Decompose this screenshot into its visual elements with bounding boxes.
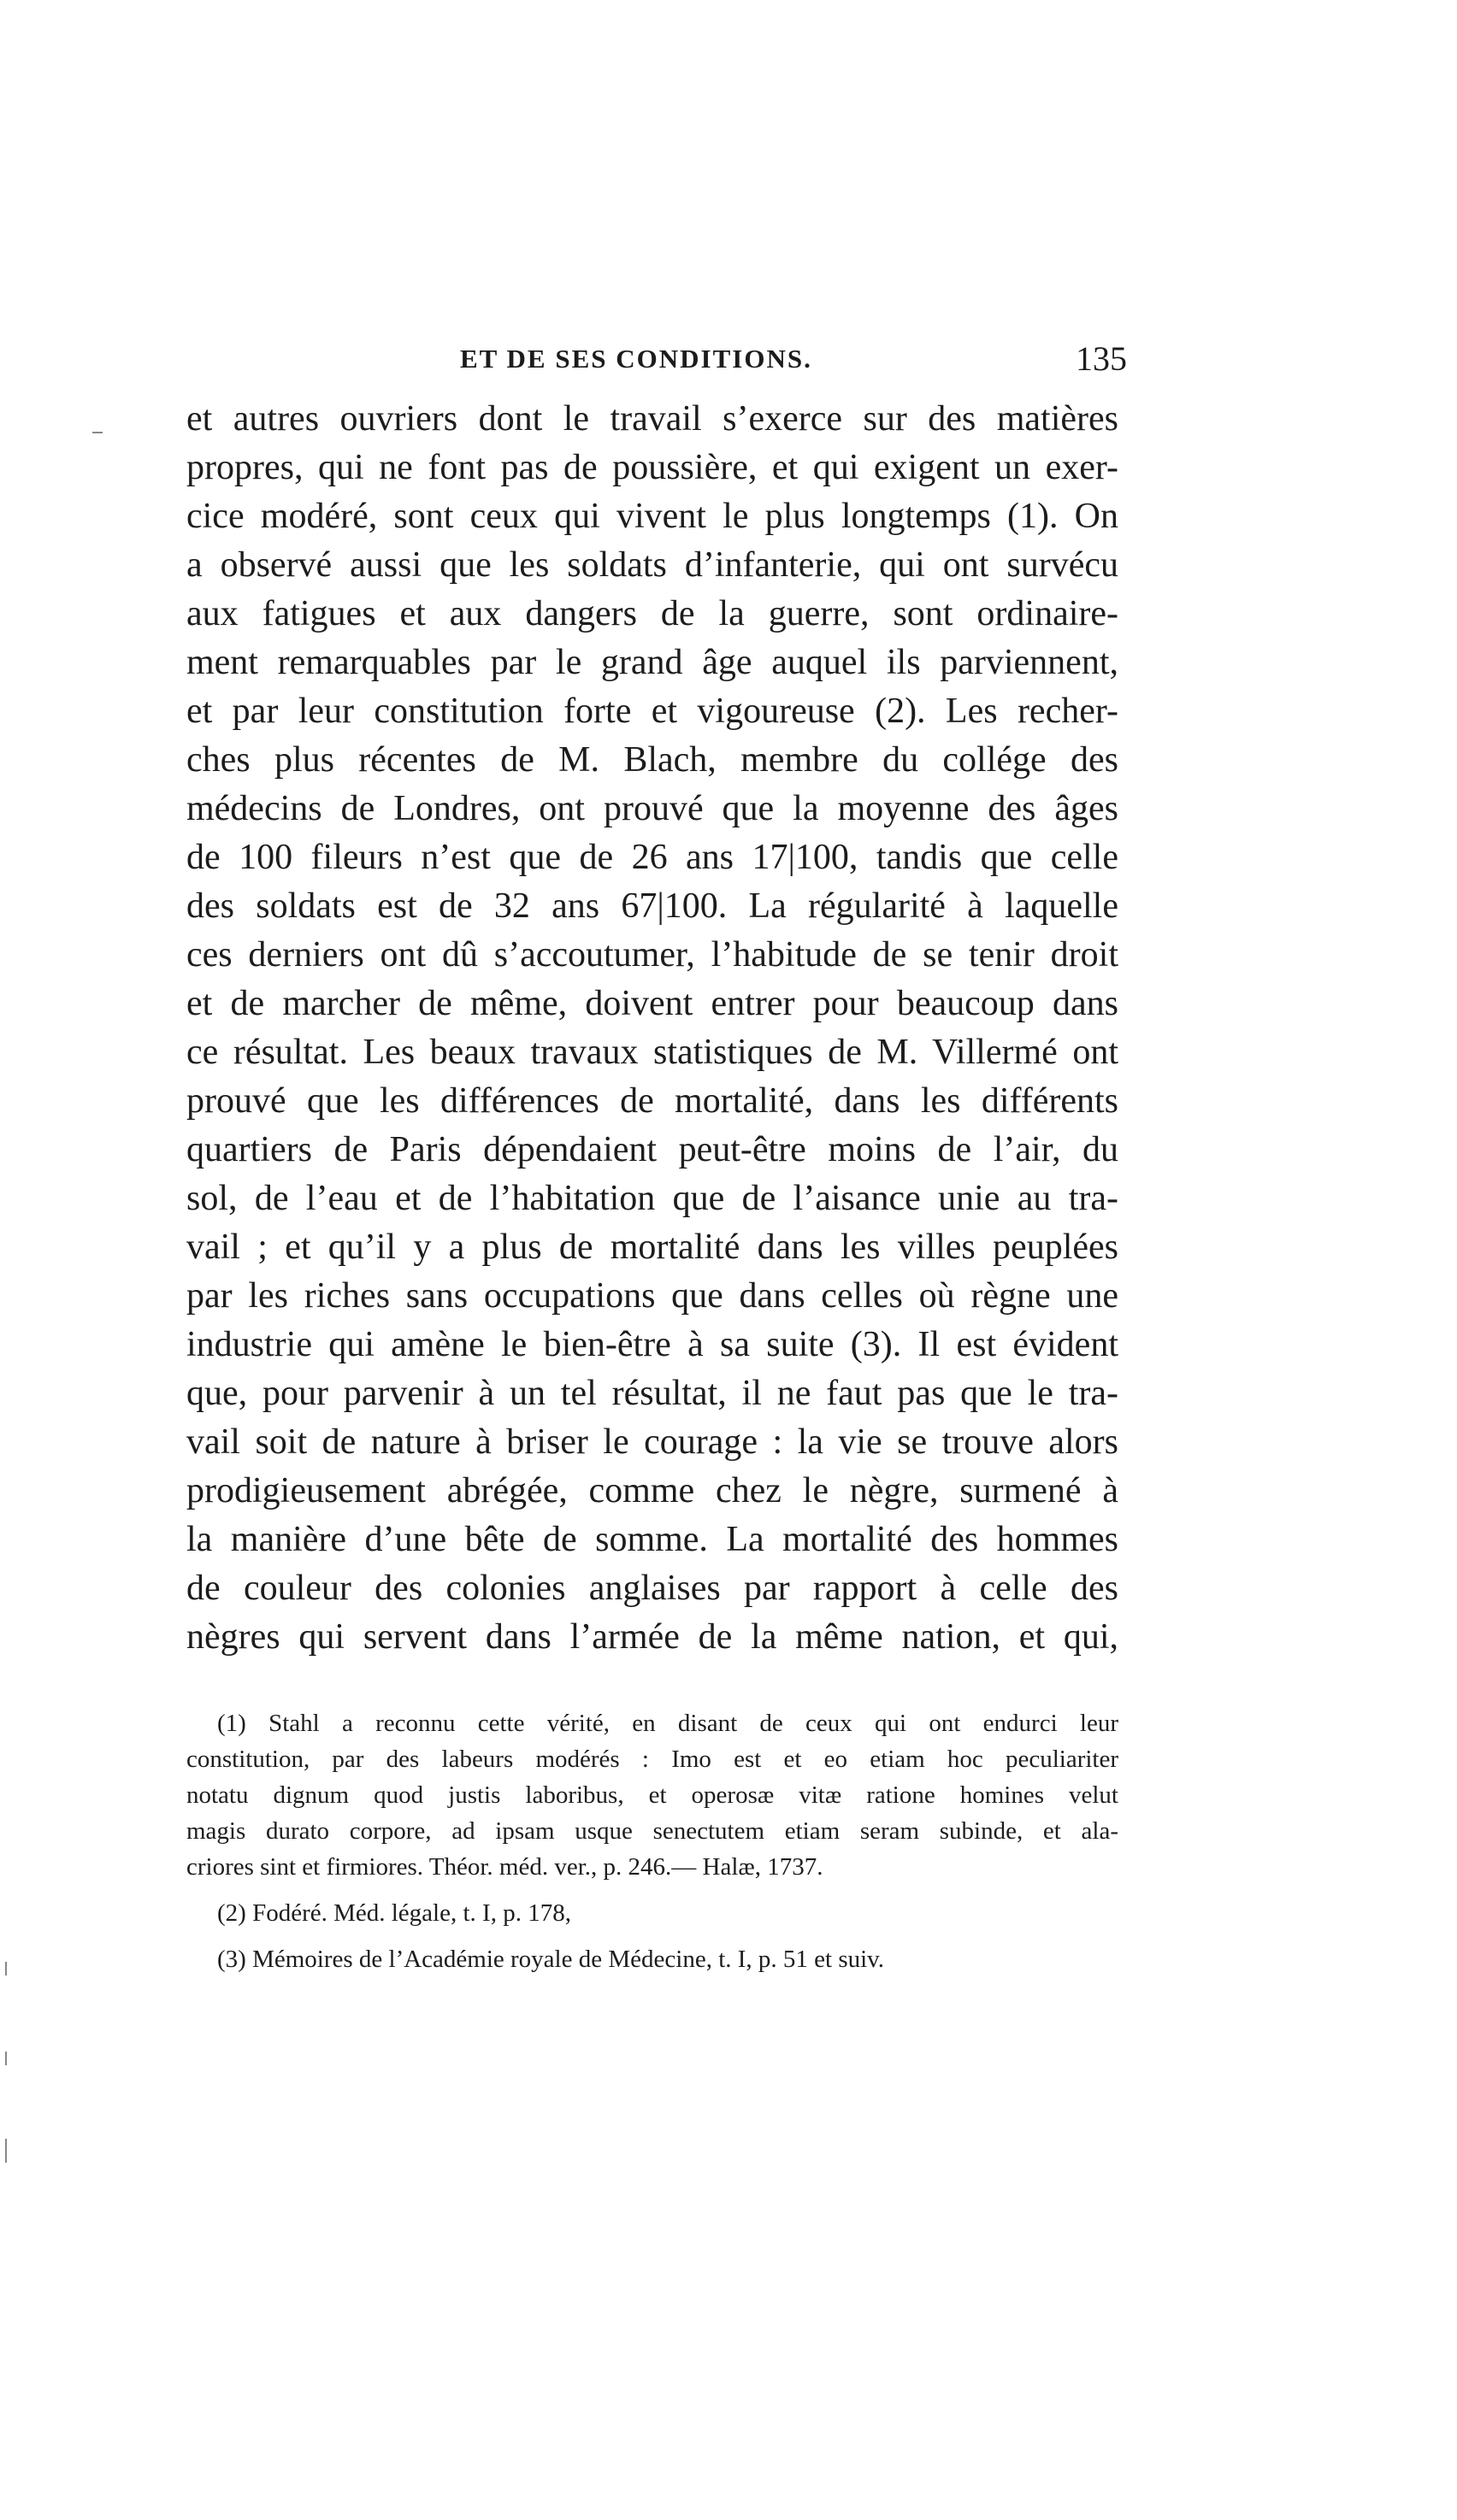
body-line: de couleur des colonies anglaises par rapport à celle des — [186, 1569, 1118, 1608]
body-line: et de marcher de même, doivent entrer pour beaucoup dans — [186, 984, 1118, 1023]
body-line: que, pour parvenir à un tel résultat, il ne faut pas que le tra- — [186, 1374, 1118, 1413]
body-line: a observé aussi que les soldats d’infanterie, qui ont survécu — [186, 545, 1118, 585]
footnote-1-line: magis durato corpore, ad ipsam usque senectutem etiam seram subinde, et ala- — [186, 1817, 1118, 1845]
body-line: sol, de l’eau et de l’habitation que de l’aisance unie au tra- — [186, 1179, 1118, 1218]
body-line: ce résultat. Les beaux travaux statistiques de M. Villermé ont — [186, 1033, 1118, 1072]
body-line: vail ; et qu’il y a plus de mortalité dans les villes peuplées — [186, 1228, 1118, 1267]
footnote-1-line: criores sint et firmiores. Théor. méd. ver., p. 246.— Halæ, 1737. — [186, 1853, 823, 1881]
margin-mark — [5, 2052, 7, 2065]
body-line: prodigieusement abrégée, comme chez le nègre, surmené à — [186, 1471, 1118, 1510]
running-head — [186, 339, 1127, 381]
margin-mark — [5, 1962, 7, 1975]
body-line: aux fatigues et aux dangers de la guerre, sont ordinaire- — [186, 594, 1118, 633]
footnote-1-line: notatu dignum quod justis laboribus, et operosæ vitæ ratione homines velut — [186, 1781, 1118, 1809]
margin-mark — [5, 2139, 7, 2163]
body-line: des soldats est de 32 ans 67|100. La régularité à laquelle — [186, 886, 1118, 926]
body-line: et autres ouvriers dont le travail s’exerce sur des matières — [186, 399, 1118, 439]
page-number: 135 — [1076, 339, 1127, 378]
body-line: prouvé que les différences de mortalité, dans les différents — [186, 1081, 1118, 1121]
body-line: ches plus récentes de M. Blach, membre du collége des — [186, 740, 1118, 780]
running-title: ET DE SES CONDITIONS. — [460, 344, 812, 374]
margin-mark — [92, 432, 103, 433]
body-line: cice modéré, sont ceux qui vivent le plus longtemps (1). On — [186, 497, 1118, 536]
body-line: vail soit de nature à briser le courage : la vie se trouve alors — [186, 1422, 1118, 1462]
body-line: médecins de Londres, ont prouvé que la moyenne des âges — [186, 789, 1118, 828]
footnote-spacer — [186, 1885, 1118, 1895]
footnote-2: (2) Fodéré. Méd. légale, t. I, p. 178, — [217, 1899, 571, 1927]
body-line: de 100 fileurs n’est que de 26 ans 17|100, tandis que celle — [186, 838, 1118, 877]
body-line: et par leur constitution forte et vigoureuse (2). Les recher- — [186, 692, 1118, 731]
body-line: par les riches sans occupations que dans celles où règne une — [186, 1276, 1118, 1316]
body-text — [186, 395, 1118, 1662]
body-line: ces derniers ont dû s’accoutumer, l’habitude de se tenir droit — [186, 935, 1118, 974]
body-line: ment remarquables par le grand âge auquel ils parviennent, — [186, 643, 1118, 682]
footnotes — [186, 1705, 1118, 1977]
body-line: nègres qui servent dans l’armée de la même nation, et qui, — [186, 1617, 1118, 1657]
footnote-spacer — [186, 1931, 1118, 1941]
footnote-1-line: constitution, par des labeurs modérés : Imo est et eo etiam hoc peculiariter — [186, 1746, 1118, 1773]
footnote-3: (3) Mémoires de l’Académie royale de Médecine, t. I, p. 51 et suiv. — [217, 1946, 885, 1973]
body-line: propres, qui ne font pas de poussière, et qui exigent un exer- — [186, 448, 1118, 487]
body-line: industrie qui amène le bien-être à sa suite (3). Il est évident — [186, 1325, 1118, 1364]
footnote-1-line: (1) Stahl a reconnu cette vérité, en disant de ceux qui ont endurci leur — [217, 1710, 1118, 1737]
body-line: la manière d’une bête de somme. La mortalité des hommes — [186, 1520, 1118, 1559]
body-line: quartiers de Paris dépendaient peut-être moins de l’air, du — [186, 1130, 1118, 1169]
